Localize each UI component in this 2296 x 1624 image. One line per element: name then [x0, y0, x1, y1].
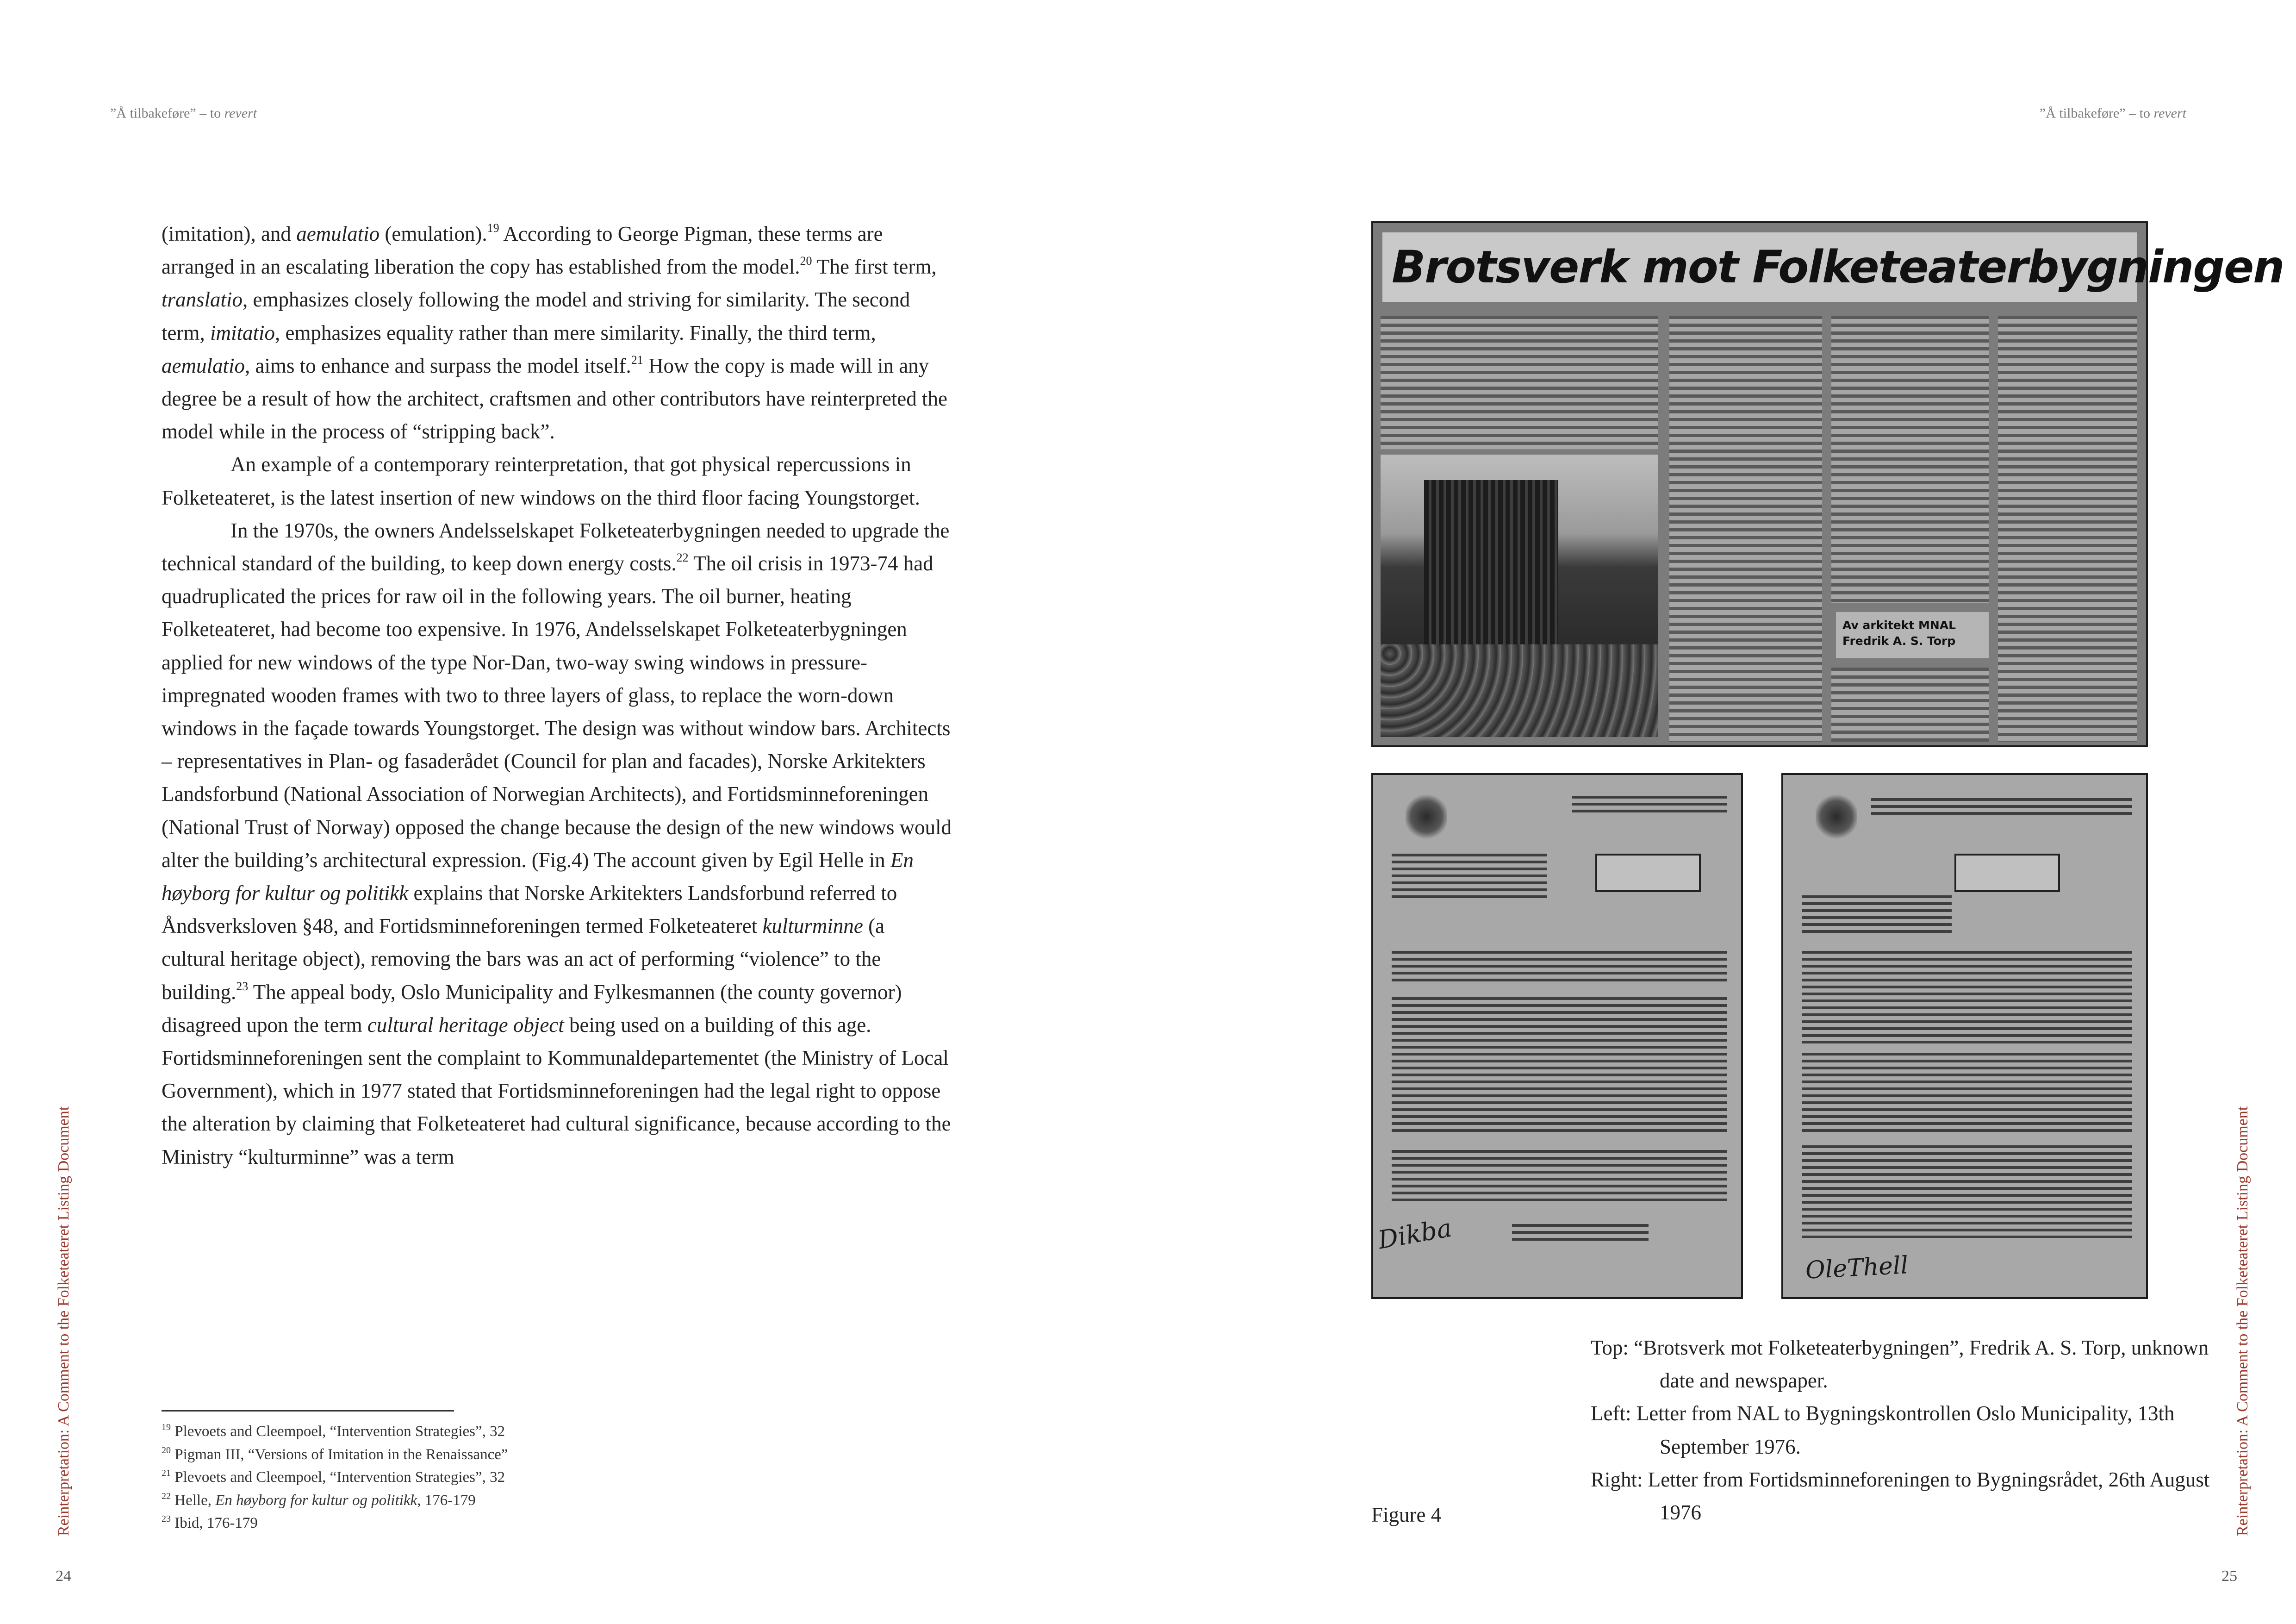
italic-term: aemulatio: [162, 354, 245, 377]
letter-text-block: [1572, 796, 1727, 814]
italic-term: cultural heritage object: [367, 1013, 564, 1037]
footnote-ref[interactable]: 22: [676, 551, 689, 565]
letter-text-block: [1802, 951, 2132, 1043]
footnote-20: [162, 1443, 717, 1467]
page-number-left: 24: [56, 1568, 71, 1585]
caption-left: [1591, 1397, 2215, 1463]
clipping-headline: Brotsverk mot Folketeaterbygningen: [1382, 232, 2137, 302]
footnote-number: 19: [162, 1422, 171, 1432]
footnote-ref[interactable]: 20: [800, 254, 812, 268]
footnote-22: [162, 1489, 717, 1512]
header-word: revert: [224, 106, 257, 121]
italic-term: kulturminne: [762, 914, 863, 938]
header-quote: ”Å tilbakeføre”: [110, 106, 196, 121]
letter-text-block: [1392, 997, 1727, 1136]
letter-text-block: [1802, 895, 1952, 937]
text-run: According to George Pigman, these terms are arranged in an escalating liberation the copy has established from the model.: [162, 222, 883, 279]
header-quote: ”Å tilbakeføre”: [2039, 106, 2126, 121]
text-run: explains that Norske Arkitekters Landsforbund referred to Åndsverksloven §48, and Fortidsminneforeningen termed Folketeateret: [162, 881, 897, 938]
footnote-text: Plevoets and Cleempoel, “Intervention Strategies”, 32: [174, 1469, 505, 1486]
footnote-ref[interactable]: 19: [487, 221, 499, 235]
clipping-text-column: [1669, 316, 1822, 742]
letter-text-block: [1392, 951, 1727, 983]
clipping-text-column: [1381, 316, 1658, 450]
footnote-text: , 176-179: [417, 1492, 476, 1509]
header-separator: – to: [196, 106, 224, 121]
footnote-21: [162, 1466, 717, 1489]
clipping-text-column: [1831, 668, 1989, 742]
byline-line: Fredrik A. S. Torp: [1842, 634, 1956, 648]
letter-text-block: [1802, 1053, 2132, 1136]
footnote-number: 20: [162, 1445, 171, 1455]
text-run: The first term,: [812, 255, 937, 279]
caption-lead: Left:: [1591, 1402, 1636, 1425]
letter-nal-image: [1371, 773, 1743, 1299]
letter-text-block: [1802, 1145, 2132, 1238]
figure-label: Figure 4: [1371, 1503, 1442, 1526]
footnote-ref[interactable]: 23: [236, 979, 249, 993]
letter-text-block: [1392, 854, 1547, 900]
footnote-divider: [162, 1410, 454, 1412]
header-separator: – to: [2125, 106, 2154, 121]
clipping-crowd: [1381, 644, 1658, 737]
italic-title: En høyborg for kultur og politikk: [162, 848, 914, 905]
clipping-text-column: [1998, 316, 2137, 742]
paragraph-3: [162, 514, 953, 1174]
text-run: , emphasizes equality rather than mere similarity. Finally, the third term,: [274, 321, 876, 344]
paragraph-2: An example of a contemporary reinterpretation, that got physical repercussions in Folketeateret, is the latest insertion of new windows on the third floor facing Youngstorget.: [162, 453, 920, 509]
side-title-left: Reinterpretation: A Comment to the Folketeateret Listing Document: [55, 1106, 72, 1536]
fortidsminneforeningen-logo: [1816, 793, 1857, 840]
footnote-text: Helle,: [174, 1492, 216, 1509]
clipping-text-column: [1831, 316, 1989, 603]
running-header-left: [110, 106, 257, 121]
footnote-number: 21: [162, 1468, 171, 1478]
text-run: How the copy is made will in any degree be a result of how the architect, craftsmen and other contributors have reinterpreted the model while in the process of “stripping back”.: [162, 354, 948, 443]
italic-term: translatio: [162, 288, 243, 312]
letter-fortidsminneforeningen-image: [1781, 773, 2148, 1299]
letter-text-block: [1392, 1150, 1727, 1201]
italic-term: imitatio: [210, 321, 275, 344]
letter-text-block: [1871, 798, 2132, 815]
footnote-number: 22: [162, 1491, 171, 1501]
handwritten-signature: OleThell: [1804, 1251, 1909, 1285]
running-header-right: [2040, 106, 2186, 121]
body-text: [162, 218, 953, 1174]
footnote-23: [162, 1512, 717, 1535]
nal-logo: [1406, 793, 1447, 840]
italic-term: aemulatio: [296, 222, 380, 245]
clipping-building-tower: [1424, 480, 1558, 656]
paragraph-1: [162, 218, 953, 448]
caption-text: Letter from NAL to Bygningskontrollen Oslo Municipality, 13th September 1976.: [1636, 1402, 2175, 1458]
text-run: being used on a building of this age. Fortidsminneforeningen sent the complaint to Kommunaldepartementet (the Ministry of Local Government), which in 1977 stated that Fortidsminneforeningen had the legal right to oppose the alteration by claiming that Folketeateret had cultural significance, because according to the Ministry “kulturminne” was a term: [162, 1013, 951, 1168]
text-run: The oil crisis in 1973-74 had quadruplicated the prices for raw oil in the following years. The oil burner, heating Folketeateret, had become too expensive. In 1976, Andelsselskapet Folketeaterbygningen applied for new windows of the type Nor-Dan, two-way swing windows in pressure-impregnated wooden frames with two to three layers of glass, to replace the worn-down windows in the façade towards Youngstorget. The design was without window bars. Architects – representatives in Plan- og fasaderådet (Council for plan and facades), Norske Arkitekters Landsforbund (National Association of Norwegian Architects), and Fortidsminneforeningen (National Trust of Norway) opposed the change because the design of the new windows would alter the building’s architectural expression. (Fig.4) The account given by Egil Helle in: [162, 552, 952, 872]
byline-line: Av arkitekt MNAL: [1842, 618, 1956, 632]
newspaper-clipping-image: [1371, 221, 2284, 747]
letter-text-block: [1512, 1224, 1649, 1243]
text-run: The appeal body, Oslo Municipality and Fylkesmannen (the county governor) disagreed upon the term: [162, 980, 902, 1037]
caption-text: “Brotsverk mot Folketeaterbygningen”, Fredrik A. S. Torp, unknown date and newspaper.: [1634, 1336, 2209, 1393]
received-stamp: [1595, 854, 1701, 892]
caption-lead: Right:: [1591, 1468, 1648, 1491]
clipping-byline: [1836, 612, 1989, 658]
figure-caption: [1591, 1331, 2215, 1529]
header-word: revert: [2153, 106, 2186, 121]
caption-right: [1591, 1463, 2215, 1529]
text-run: In the 1970s, the owners Andelsselskapet Folketeaterbygningen needed to upgrade the technical standard of the building, to keep down energy costs.: [162, 518, 950, 575]
footnote-text: Pigman III, “Versions of Imitation in the Renaissance”: [174, 1446, 508, 1463]
footnotes: [162, 1420, 717, 1535]
handwritten-signature: Dikba: [1375, 1213, 1454, 1255]
received-stamp: [1954, 854, 2060, 892]
footnote-italic: En høyborg for kultur og politikk: [215, 1492, 417, 1509]
footnote-text: Ibid, 176-179: [174, 1515, 258, 1531]
text-run: (emulation).: [380, 222, 487, 245]
text-run: , emphasizes closely following the model and striving for similarity. The second term,: [162, 288, 910, 344]
caption-lead: Top:: [1591, 1336, 1634, 1359]
text-run: (a cultural heritage object), removing the bars was an act of performing “violence” to the building.: [162, 914, 885, 1004]
page-number-right: 25: [2221, 1568, 2237, 1585]
footnote-number: 23: [162, 1514, 171, 1524]
footnote-19: [162, 1420, 717, 1443]
footnote-ref[interactable]: 21: [631, 353, 643, 367]
text-run: , aims to enhance and surpass the model itself.: [244, 354, 631, 377]
footnote-text: Plevoets and Cleempoel, “Intervention Strategies”, 32: [174, 1423, 505, 1440]
side-title-right: Reinterpretation: A Comment to the Folketeateret Listing Document: [2234, 1106, 2251, 1536]
caption-text: Letter from Fortidsminneforeningen to Bygningsrådet, 26th August 1976: [1648, 1468, 2210, 1524]
caption-top: [1591, 1331, 2215, 1397]
text-run: (imitation), and: [162, 222, 297, 245]
